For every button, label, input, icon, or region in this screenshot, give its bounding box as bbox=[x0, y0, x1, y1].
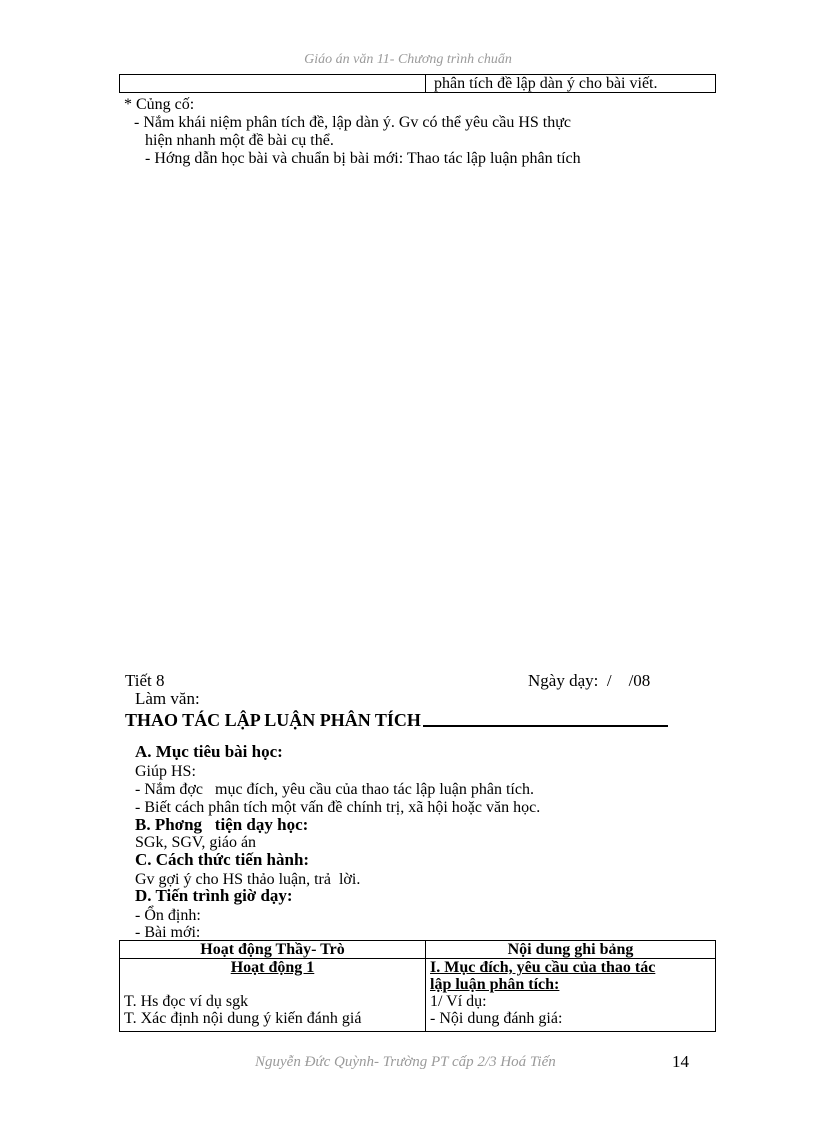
page-number: 14 bbox=[672, 1052, 689, 1071]
review-heading: * Củng cố: bbox=[124, 96, 195, 113]
section-a-line-1: Giúp HS: bbox=[135, 763, 196, 780]
lesson-title-row bbox=[125, 710, 668, 731]
section-c-line-1: Gv gợi ý cho HS thảo luận, trả lời. bbox=[135, 871, 361, 888]
lesson-subject: Làm văn: bbox=[135, 689, 200, 708]
review-line-3: - Hớng dẫn học bài và chuẩn bị bài mới: Thao tác lập luận phân tích bbox=[145, 150, 581, 167]
activity-col-header: Hoạt động Thầy- Trò bbox=[120, 941, 426, 959]
title-underline-rule bbox=[423, 725, 668, 727]
activity-line-1: T. Hs đọc ví dụ sgk bbox=[124, 993, 249, 1010]
activity-cell bbox=[120, 959, 426, 1032]
activity-table bbox=[119, 940, 716, 1032]
section-a-heading: A. Mục tiêu bài học: bbox=[135, 742, 283, 761]
footer-author: Nguyễn Đức Quỳnh- Trường PT cấp 2/3 Hoá Tiến bbox=[255, 1054, 556, 1070]
lesson-period: Tiết 8 bbox=[125, 671, 165, 690]
continuation-cell-right: phân tích đề lập dàn ý cho bài viết. bbox=[426, 75, 716, 93]
section-c-heading: C. Cách thức tiến hành: bbox=[135, 850, 310, 869]
section-a-line-2: - Nắm đợc mục đích, yêu cầu của thao tác lập luận phân tích. bbox=[135, 781, 534, 798]
running-header: Giáo án văn 11- Chương trình chuẩn bbox=[304, 52, 512, 67]
board-heading-1: I. Mục đích, yêu cầu của thao tác bbox=[430, 959, 656, 976]
board-cell bbox=[426, 959, 716, 1032]
review-line-1: - Nắm khái niệm phân tích đề, lập dàn ý. Gv có thể yêu cầu HS thực bbox=[134, 114, 571, 131]
review-line-2: hiện nhanh một đề bài cụ thể. bbox=[145, 132, 334, 149]
activity-line-2: T. Xác định nội dung ý kiến đánh giá bbox=[124, 1010, 362, 1027]
continuation-table bbox=[119, 74, 716, 93]
board-line-1: 1/ Ví dụ: bbox=[430, 993, 487, 1010]
section-a-line-3: - Biết cách phân tích một vấn đề chính trị, xã hội hoặc văn học. bbox=[135, 799, 541, 816]
section-d-line-1: - Ổn định: bbox=[135, 907, 201, 924]
board-heading-2: lập luận phân tích: bbox=[430, 976, 560, 993]
section-d-heading: D. Tiến trình giờ dạy: bbox=[135, 886, 293, 905]
board-line-2: - Nội dung đánh giá: bbox=[430, 1010, 563, 1027]
section-d-line-2: - Bài mới: bbox=[135, 924, 201, 941]
lesson-date: Ngày dạy: / /08 bbox=[528, 671, 651, 690]
lesson-title: THAO TÁC LẬP LUẬN PHÂN TÍCH bbox=[125, 710, 421, 730]
activity-label: Hoạt động 1 bbox=[230, 959, 315, 976]
section-b-heading: B. Phơng tiện dạy học: bbox=[135, 815, 309, 834]
board-col-header: Nội dung ghi bảng bbox=[426, 941, 716, 959]
section-b-line-1: SGk, SGV, giáo án bbox=[135, 834, 257, 851]
continuation-cell-left bbox=[120, 75, 426, 93]
